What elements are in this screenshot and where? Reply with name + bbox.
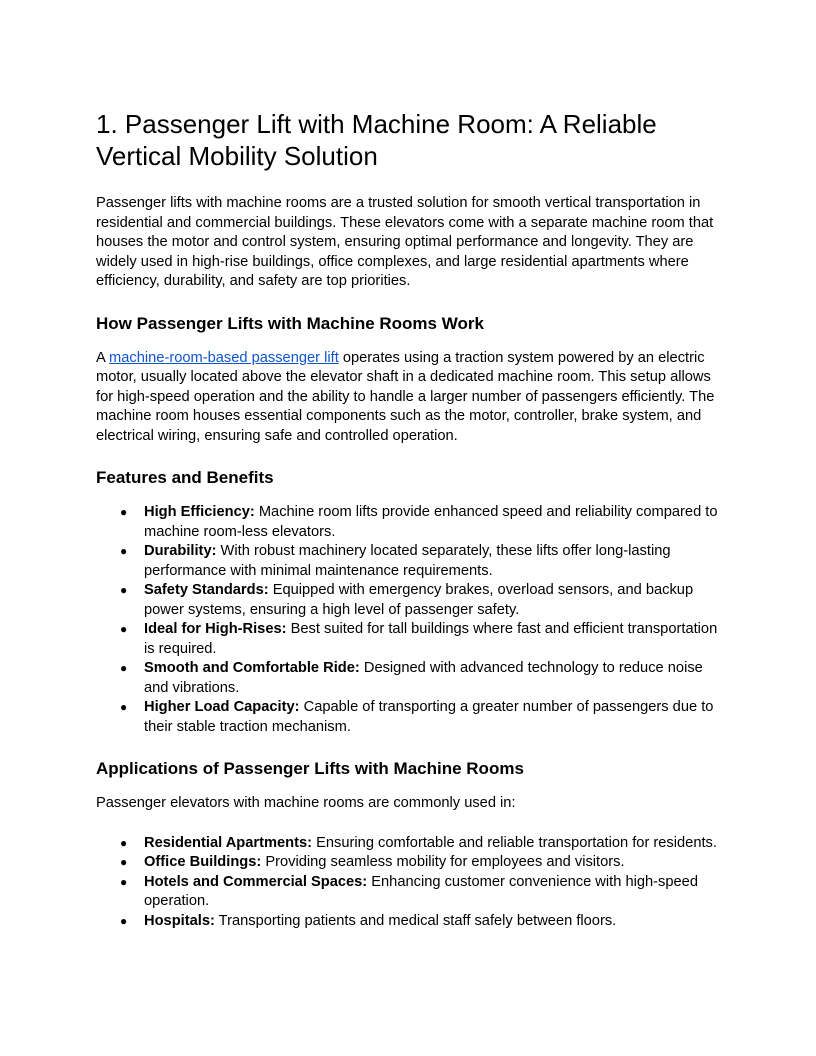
machine-room-lift-link[interactable]: machine-room-based passenger lift bbox=[109, 349, 339, 366]
bullet-icon: ● bbox=[120, 700, 128, 714]
bullet-icon: ● bbox=[120, 622, 128, 636]
list-item-smooth-ride bbox=[96, 659, 720, 698]
applications-list bbox=[96, 834, 720, 932]
features-list bbox=[96, 503, 720, 737]
applications-intro: Passenger elevators with machine rooms are commonly used in: bbox=[96, 795, 516, 811]
feature-label: High Efficiency: bbox=[144, 504, 255, 520]
bullet-icon: ● bbox=[120, 913, 128, 928]
how-it-works-paragraph bbox=[96, 349, 720, 447]
bullet-icon: ● bbox=[120, 505, 128, 519]
application-text: Providing seamless mobility for employees and visitors. bbox=[261, 854, 625, 870]
list-item-office-buildings bbox=[96, 853, 720, 873]
bullet-icon: ● bbox=[120, 855, 128, 869]
feature-label: Higher Load Capacity: bbox=[144, 699, 300, 715]
feature-label: Safety Standards: bbox=[144, 582, 269, 598]
bullet-icon: ● bbox=[120, 874, 128, 889]
how-it-works-text-post: operates using a traction system powered by an electric motor, usually located above the elevator shaft in a dedicated machine room. This setup allows for high-speed operation and the ability to handle a larger number of passengers efficiently. The machine room houses essential components such as the motor, controller, brake system, and electrical wiring, ensuring safe and controlled operation. bbox=[96, 349, 715, 444]
application-label: Office Buildings: bbox=[144, 854, 262, 870]
list-item-residential-apartments bbox=[96, 834, 720, 854]
application-label: Hotels and Commercial Spaces: bbox=[144, 873, 368, 890]
feature-label: Smooth and Comfortable Ride: bbox=[144, 660, 360, 676]
document-page bbox=[96, 108, 720, 951]
feature-label: Ideal for High-Rises: bbox=[144, 621, 287, 637]
list-item-high-efficiency bbox=[96, 503, 720, 542]
application-text: Transporting patients and medical staff safely between floors. bbox=[214, 912, 617, 929]
how-it-works-text-pre: A bbox=[96, 349, 110, 366]
feature-text: Equipped with emergency brakes, overload sensors, and backup power systems, ensuring a high level of passenger safety. bbox=[144, 582, 694, 618]
how-it-works-heading: How Passenger Lifts with Machine Rooms Work bbox=[96, 313, 484, 333]
bullet-icon: ● bbox=[120, 835, 128, 850]
page-title: 1. Passenger Lift with Machine Room: A Reliable Vertical Mobility Solution bbox=[96, 109, 657, 171]
application-label: Residential Apartments: bbox=[144, 834, 313, 851]
application-label: Hospitals: bbox=[144, 912, 215, 929]
list-item-higher-load-capacity bbox=[96, 698, 720, 737]
bullet-icon: ● bbox=[120, 661, 128, 675]
application-text: Ensuring comfortable and reliable transportation for residents. bbox=[312, 834, 717, 851]
features-heading: Features and Benefits bbox=[96, 468, 274, 487]
list-item-durability bbox=[96, 542, 720, 581]
feature-label: Durability: bbox=[144, 543, 217, 559]
list-item-safety-standards bbox=[96, 581, 720, 620]
applications-heading: Applications of Passenger Lifts with Machine Rooms bbox=[96, 759, 524, 778]
application-text: Enhancing customer convenience with high-speed operation. bbox=[144, 873, 698, 909]
bullet-icon: ● bbox=[120, 544, 128, 558]
bullet-icon: ● bbox=[120, 583, 128, 597]
list-item-ideal-for-high-rises bbox=[96, 620, 720, 659]
feature-text: Capable of transporting a greater number of passengers due to their stable traction mechanism. bbox=[144, 699, 714, 735]
list-item-hospitals bbox=[96, 912, 720, 932]
intro-paragraph: Passenger lifts with machine rooms are a trusted solution for smooth vertical transportation in residential and commercial buildings. These elevators come with a separate machine room that houses the motor and control system, ensuring optimal performance and longevity. They are widely used in high-rise buildings, office complexes, and large residential apartments where efficiency, durability, and safety are top priorities. bbox=[96, 195, 714, 289]
feature-text: With robust machinery located separately, these lifts offer long-lasting performance with minimal maintenance requirements. bbox=[144, 543, 671, 579]
feature-text: Designed with advanced technology to reduce noise and vibrations. bbox=[144, 660, 703, 696]
list-item-hotels-commercial bbox=[96, 873, 720, 912]
feature-text: Best suited for tall buildings where fast and efficient transportation is required. bbox=[144, 621, 718, 657]
feature-text: Machine room lifts provide enhanced speed and reliability compared to machine room-less elevators. bbox=[144, 504, 718, 540]
